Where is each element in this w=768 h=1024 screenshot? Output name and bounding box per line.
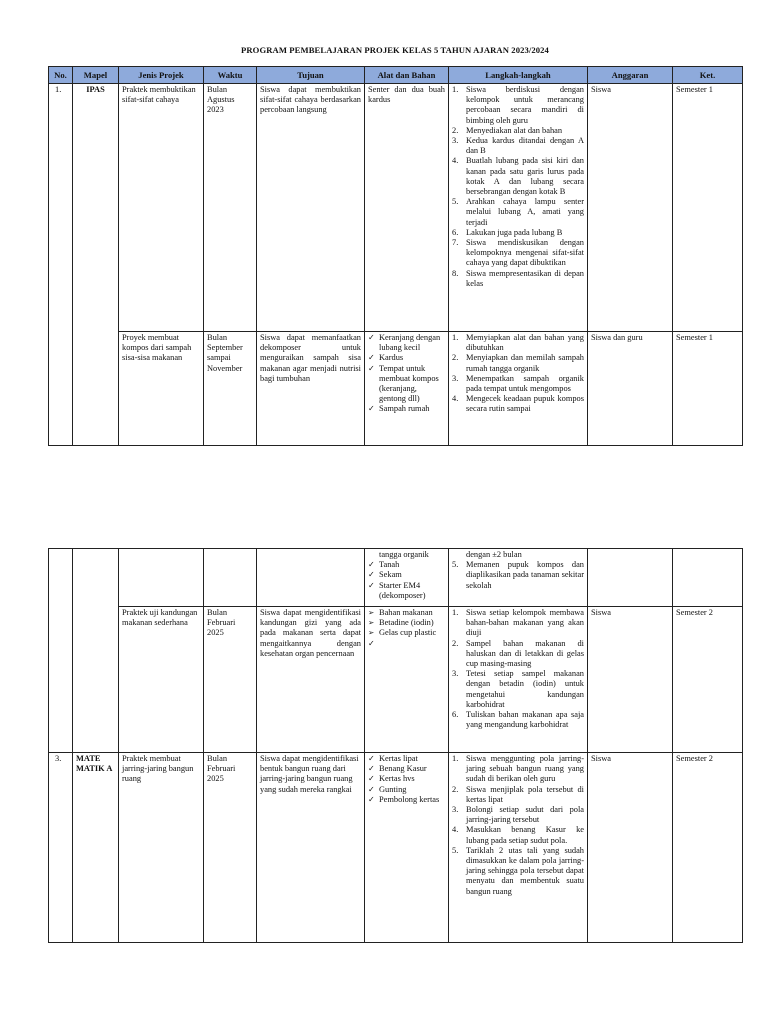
list-item <box>452 126 584 136</box>
step-text: Bolongi setiap sudut dari pola jarring-jaring tersebut <box>466 805 584 825</box>
list-item <box>452 156 584 197</box>
row-waktu: Bulan Februari 2025 <box>204 753 257 943</box>
row-ket: Semester 1 <box>673 332 743 446</box>
header-alat-bahan: Alat dan Bahan <box>365 67 449 84</box>
list-item: ✓ Kertas hvs <box>368 774 445 784</box>
step-number: 2. <box>452 784 459 794</box>
step-text: Arahkan cahaya lampu senter melalui lubang A, amati yang terjadi <box>466 197 584 227</box>
step-text: Mengecek keadaan pupuk kompos secara rutin sampai <box>466 394 584 414</box>
list-item <box>452 669 584 710</box>
table-row <box>49 753 743 943</box>
steps-list <box>452 608 584 730</box>
step-number: 5. <box>452 560 459 570</box>
step-number: 5. <box>452 845 459 855</box>
project-table-page-1 <box>48 66 743 446</box>
step-text: Siswa mempresentasikan di depan kelas <box>466 268 584 288</box>
header-ket: Ket. <box>673 67 743 84</box>
row-mapel <box>73 549 119 753</box>
row-tujuan: Siswa dapat membuktikan sifat-sifat cahaya berdasarkan percobaan langsung <box>257 84 365 332</box>
step-text: Tuliskan bahan makanan apa saja yang mengandung karbohidrat <box>466 710 584 730</box>
list-item <box>452 85 584 126</box>
step-text: Menyediakan alat dan bahan <box>466 125 563 135</box>
list-item: tangga organik <box>379 550 429 559</box>
materials-list <box>368 333 445 415</box>
row-ket: Semester 2 <box>673 753 743 943</box>
list-item <box>452 560 584 591</box>
step-text: Siswa setiap kelompok membawa bahan-bahan makanan yang akan diuji <box>466 608 584 638</box>
step-number: 4. <box>452 156 459 166</box>
row-alat-bahan <box>365 753 449 943</box>
table-row <box>49 549 743 607</box>
step-text: Lakukan juga pada lubang B <box>466 227 563 237</box>
list-item <box>452 846 584 897</box>
row-mapel: IPAS <box>73 84 119 446</box>
list-item <box>452 754 584 785</box>
list-item: ✓ Keranjang dengan lubang kecil <box>368 333 445 353</box>
step-number: 4. <box>452 394 459 404</box>
header-no: No. <box>49 67 73 84</box>
list-item: ✓ Starter EM4 (dekomposer) <box>368 581 445 601</box>
step-text: Siswa menggunting pola jarring-jaring sebuah bangun ruang yang sudah di berikan oleh guru <box>466 754 584 784</box>
row-jenis-projek: Praktek membuktikan sifat-sifat cahaya <box>119 84 204 332</box>
step-number: 3. <box>452 373 459 383</box>
row-waktu: Bulan September sampai November <box>204 332 257 446</box>
step-number: 3. <box>452 669 459 679</box>
step-number: 7. <box>452 238 459 248</box>
list-item <box>452 228 584 238</box>
step-text: Siswa berdiskusi dengan kelompok untuk merancang percobaan secara mandiri di bimbing oleh guru <box>466 85 584 125</box>
list-item: ➢ Gelas cup plastic <box>368 628 445 638</box>
list-item <box>452 608 584 639</box>
step-number: 6. <box>452 710 459 720</box>
list-item <box>452 374 584 394</box>
step-text: Menempatkan sampah organik pada tempat untuk mengompos <box>466 373 584 394</box>
list-item <box>452 825 584 845</box>
row-tujuan <box>257 549 365 607</box>
row-ket: Semester 2 <box>673 607 743 753</box>
table-header-row <box>49 67 743 84</box>
row-jenis-projek: Praktek uji kandungan makanan sederhana <box>119 607 204 753</box>
list-item <box>452 639 584 670</box>
row-langkah <box>449 753 588 943</box>
header-mapel: Mapel <box>73 67 119 84</box>
list-item <box>452 394 584 414</box>
row-waktu: Bulan Agustus 2023 <box>204 84 257 332</box>
list-item: ✓ Sekam <box>368 570 445 580</box>
list-item: ✓ Benang Kasur <box>368 764 445 774</box>
step-text: Tetesi setiap sampel makanan dengan betadin (iodin) untuk mengetahui kandungan karbohidrat <box>466 669 584 709</box>
row-number <box>49 549 73 753</box>
step-text: Memyiapkan alat dan bahan yang dibutuhkan <box>466 333 584 353</box>
row-number: 3. <box>49 753 73 943</box>
header-langkah: Langkah-langkah <box>449 67 588 84</box>
step-text: Buatlah lubang pada sisi kiri dan kanan pada satu garis lurus pada kotak A dan lubang secara bersebrangan dengan kotak B <box>466 156 584 197</box>
step-text: Masukkan benang Kasur ke lubang pada setiap sudut pola. <box>466 825 584 845</box>
row-ket: Semester 1 <box>673 84 743 332</box>
row-langkah <box>449 549 588 607</box>
list-item: ✓ Pembolong kertas <box>368 795 445 805</box>
project-table-page-2 <box>48 548 743 943</box>
list-item <box>452 238 584 269</box>
step-number: 6. <box>452 227 459 237</box>
row-jenis-projek <box>119 549 204 607</box>
row-langkah <box>449 332 588 446</box>
step-number: 3. <box>452 136 459 146</box>
materials-list <box>368 608 445 639</box>
list-item <box>452 333 584 353</box>
row-ket <box>673 549 743 607</box>
step-text: Menyiapkan dan memilah sampah rumah tangga organik <box>466 353 584 373</box>
table-row <box>49 332 743 446</box>
row-alat-bahan <box>365 549 449 607</box>
list-item <box>452 710 584 730</box>
step-text: Memanen pupuk kompos dan diaplikasikan pada tanaman sekitar sekolah <box>466 560 584 590</box>
list-item <box>452 136 584 156</box>
row-tujuan: Siswa dapat mengidentifikasi kandungan gizi yang ada pada makanan serta dapat mengaitkannya dengan kesehatan organ pencernaan <box>257 607 365 753</box>
row-alat-bahan <box>365 332 449 446</box>
list-item: ✓ Tempat untuk membuat kompos (keranjang, gentong dll) <box>368 364 445 405</box>
header-tujuan: Tujuan <box>257 67 365 84</box>
document-title: PROGRAM PEMBELAJARAN PROJEK KELAS 5 TAHUN AJARAN 2023/2024 <box>241 45 549 55</box>
row-anggaran: Siswa dan guru <box>588 332 673 446</box>
header-waktu: Waktu <box>204 67 257 84</box>
step-number: 4. <box>452 825 459 835</box>
list-item: ✓ Sampah rumah <box>368 404 445 414</box>
row-langkah <box>449 607 588 753</box>
step-number: 1. <box>452 754 459 763</box>
row-alat-bahan: Senter dan dua buah kardus <box>365 84 449 332</box>
step-number: 8. <box>452 268 459 278</box>
row-alat-bahan <box>365 607 449 753</box>
row-tujuan: Siswa dapat memanfaatkan dekomposer untuk menguraikan sampah sisa makanan agar menjadi nutrisi bagi tumbuhan <box>257 332 365 446</box>
step-text: dengan ±2 bulan <box>466 550 522 559</box>
step-number: 1. <box>452 608 459 617</box>
steps-list <box>452 754 584 897</box>
row-jenis-projek: Proyek membuat kompos dari sampah sisa-sisa makanan <box>119 332 204 446</box>
row-waktu: Bulan Februari 2025 <box>204 607 257 753</box>
header-anggaran: Anggaran <box>588 67 673 84</box>
table-row <box>49 607 743 753</box>
row-anggaran: Siswa <box>588 607 673 753</box>
step-text: Sampel bahan makanan di haluskan dan di letakkan di gelas cup masing-masing <box>466 638 584 669</box>
step-number: 2. <box>452 638 459 648</box>
list-item <box>452 353 584 373</box>
step-number: 1. <box>452 85 459 94</box>
step-text: Tariklah 2 utas tali yang sudah dimasukkan ke dalam pola jarring-jaring sehingga pola tersebut dapat menyatu dan membentuk suatu bangun ruang <box>466 845 584 896</box>
list-item: ✓ Kardus <box>368 353 445 363</box>
step-number: 1. <box>452 333 459 342</box>
row-waktu <box>204 549 257 607</box>
row-tujuan: Siswa dapat mengidentifikasi bentuk bangun ruang dari jarring-jaring bangun ruang yang sudah mereka rangkai <box>257 753 365 943</box>
list-item <box>452 269 584 289</box>
row-langkah <box>449 84 588 332</box>
list-item: ✓ Gunting <box>368 785 445 795</box>
table-row <box>49 84 743 332</box>
row-jenis-projek: Praktek membuat jarring-jaring bangun ruang <box>119 753 204 943</box>
row-anggaran: Siswa <box>588 753 673 943</box>
step-number: 2. <box>452 125 459 135</box>
step-text: Kedua kardus ditandai dengan A dan B <box>466 136 584 156</box>
list-item: ➢ Bahan makanan <box>368 608 445 618</box>
list-item: ✓ Tanah <box>368 560 445 570</box>
list-item <box>452 197 584 228</box>
materials-list <box>368 754 445 805</box>
row-anggaran <box>588 549 673 607</box>
row-number: 1. <box>49 84 73 446</box>
row-mapel: MATE MATIK A <box>73 753 119 943</box>
list-item <box>452 785 584 805</box>
list-item: ✓ Kertas lipat <box>368 754 445 764</box>
step-number: 5. <box>452 197 459 207</box>
step-number: 3. <box>452 805 459 815</box>
list-item: ➢ Betadine (iodin) <box>368 618 445 628</box>
list-item <box>452 805 584 825</box>
header-jenis-projek: Jenis Projek <box>119 67 204 84</box>
materials-list <box>368 550 445 601</box>
step-text: Siswa menjiplak pola tersebut di kertas lipat <box>466 784 584 804</box>
list-item <box>452 550 584 560</box>
row-anggaran: Siswa <box>588 84 673 332</box>
step-number: 2. <box>452 353 459 363</box>
step-text: Siswa mendiskusikan dengan kelompoknya mengenai sifat-sifat cahaya yang dapat dibuktikan <box>466 238 584 268</box>
steps-list <box>452 85 584 289</box>
steps-list <box>452 333 584 415</box>
steps-list <box>452 550 584 591</box>
